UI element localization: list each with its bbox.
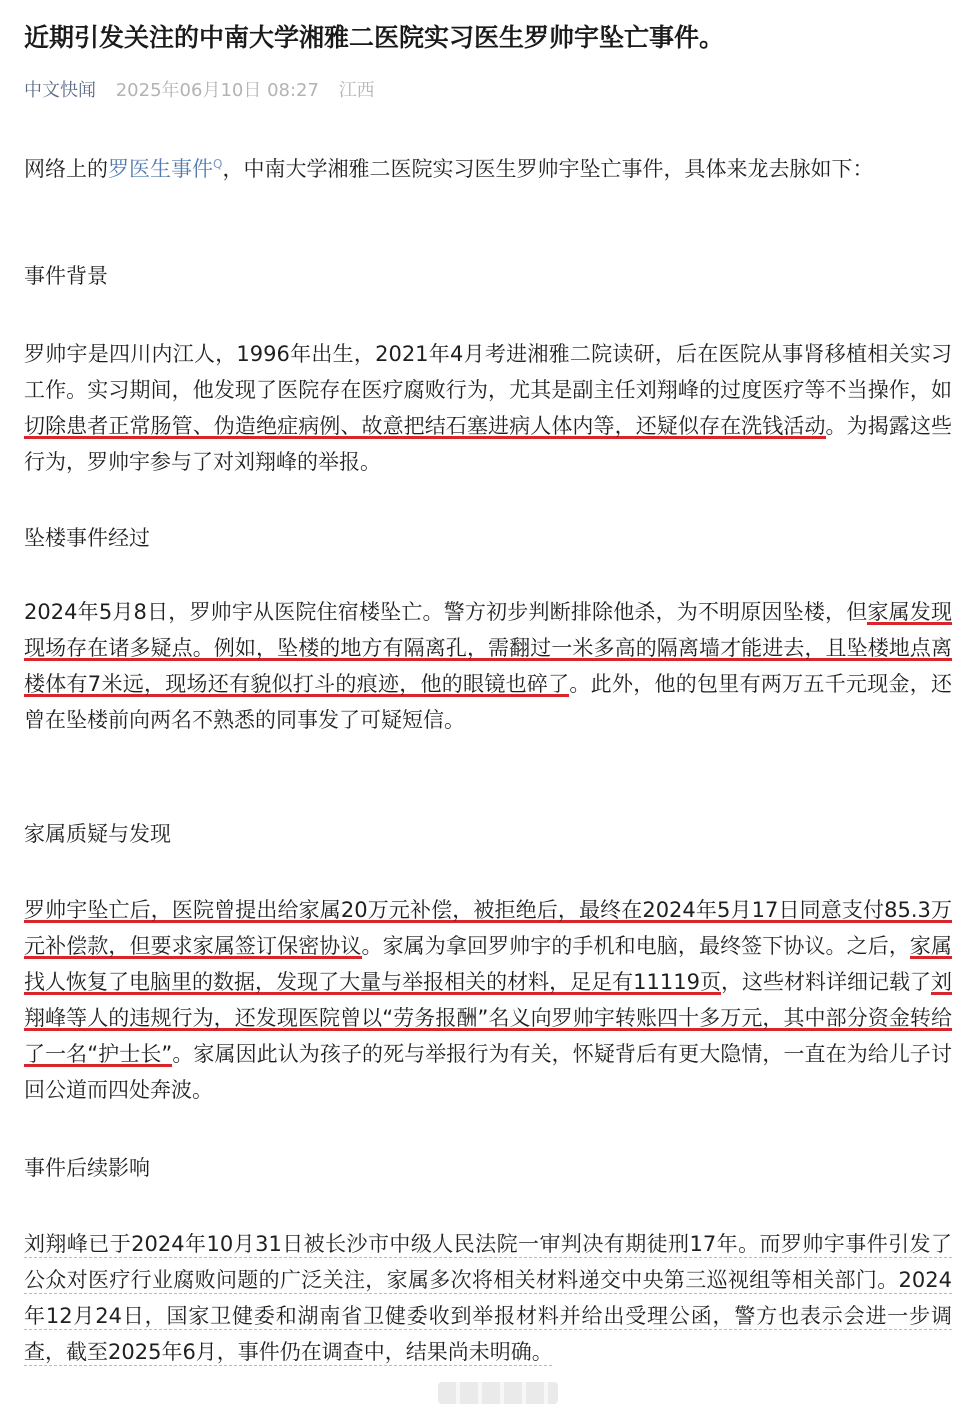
section-heading-fall: 坠楼事件经过 bbox=[24, 526, 150, 550]
highlighted-text: 家属找人恢复了电脑里的数据，发现了大量与举报相关的材料，足足有11119页 bbox=[24, 934, 953, 994]
family-text-mid: ，这些材料详细记载了 bbox=[720, 970, 931, 994]
source-link[interactable]: 中文快闻 bbox=[24, 80, 96, 101]
search-icon[interactable]: Q bbox=[213, 157, 223, 171]
highlighted-text: 家属发现现场存在诸多疑点。例如，坠楼的地方有隔离孔，需翻过一米多高的隔离墙才能进去，且坠楼地点离楼体有7米远，现场还有貌似打斗的痕迹，他的眼镜也碎了 bbox=[24, 600, 952, 696]
publish-datetime: 2025年06月10日 08:27 bbox=[115, 80, 319, 101]
section-heading-family: 家属质疑与发现 bbox=[24, 822, 171, 846]
family-text: 。家属为拿回罗帅宇的手机和电脑，最终签下协议。之后， bbox=[361, 934, 910, 958]
aftermath-paragraph: 刘翔峰已于2024年10月31日被长沙市中级人民法院一审判决有期徒刑17年。而罗帅宇事件引发了公众对医疗行业腐败问题的广泛关注，家属多次将相关材料递交中央第三巡视组等相关部门。2024年12月24日，国家卫健委和湖南省卫健委收到举报材料并给出受理公函，警方也表示会进一步调查，截至2025年6月，事件仍在调查中，结果尚未明确。 bbox=[24, 1232, 952, 1364]
fall-paragraph bbox=[24, 594, 952, 738]
intro-text-before: 网络上的 bbox=[24, 157, 108, 181]
highlighted-text: 刘翔峰等人的违规行为，还发现医院曾以“劳务报酬”名义向罗帅宇转账四十多万元，其中部分资金转给了一名“护士长” bbox=[24, 970, 952, 1066]
background-text-end: 。为揭露这些行为，罗帅宇参与了对刘翔峰的举报。 bbox=[24, 414, 952, 474]
intro-paragraph bbox=[24, 146, 952, 187]
background-paragraph bbox=[24, 336, 952, 480]
highlighted-text: 切除患者正常肠管、伪造绝症病例、故意把结石塞进病人体内等，还疑似存在洗钱活动 bbox=[24, 414, 826, 438]
fall-text: 2024年5月8日，罗帅宇从医院住宿楼坠亡。警方初步判断排除他杀，为不明原因坠楼，但 bbox=[24, 600, 868, 624]
intro-text-after: ，中南大学湘雅二医院实习医生罗帅宇坠亡事件，具体来龙去脉如下： bbox=[222, 157, 874, 181]
family-paragraph bbox=[24, 892, 952, 1108]
article-title: 近期引发关注的中南大学湘雅二医院实习医生罗帅宇坠亡事件。 bbox=[24, 23, 725, 52]
section-heading-aftermath: 事件后续影响 bbox=[24, 1156, 150, 1180]
background-text: 罗帅宇是四川内江人，1996年出生，2021年4月考进湘雅二院读研，后在医院从事肾移植相关实习工作。实习期间，他发现了医院存在医疗腐败行为，尤其是副主任刘翔峰的过度医疗等不当操作，如 bbox=[24, 342, 952, 402]
topic-link[interactable]: 罗医生事件 bbox=[108, 157, 213, 181]
family-text-end: 。家属因此认为孩子的死与举报行为有关，怀疑背后有更大隐情，一直在为给儿子讨回公道而四处奔波。 bbox=[24, 1042, 952, 1102]
highlighted-text: 罗帅宇坠亡后，医院曾提出给家属20万元补偿，被拒绝后，最终在2024年5月17日同意支付85.3万元补偿款，但要求家属签订保密协议 bbox=[24, 898, 952, 958]
section-heading-background: 事件背景 bbox=[24, 264, 108, 288]
fall-text-end: 。此外，他的包里有两万五千元现金，还曾在坠楼前向两名不熟悉的同事发了可疑短信。 bbox=[24, 672, 953, 732]
article-meta bbox=[24, 78, 389, 104]
watermark bbox=[438, 1382, 558, 1404]
publish-location: 江西 bbox=[338, 80, 375, 101]
